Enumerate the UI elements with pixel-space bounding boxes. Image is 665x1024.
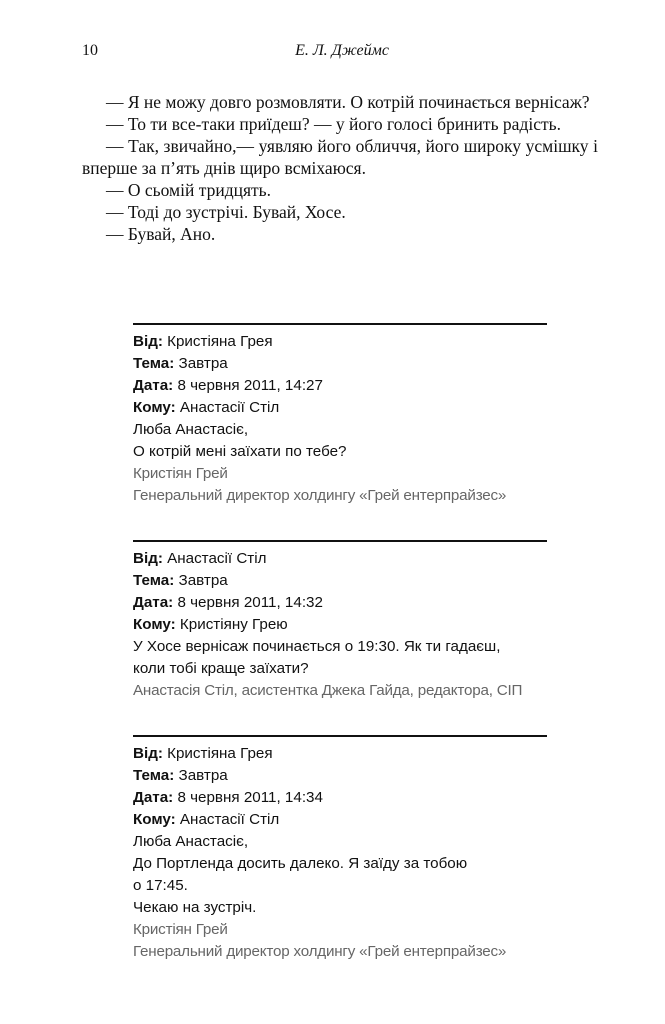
email-subject-label: Тема: — [133, 355, 175, 372]
email-date-row — [133, 375, 547, 397]
email-date-label: Дата: — [133, 377, 174, 394]
email-date-row — [133, 787, 547, 809]
email-divider — [133, 323, 547, 325]
email-signature-line: Кристіян Грей — [133, 465, 228, 482]
email-subject: Завтра — [178, 572, 228, 589]
page-header — [82, 42, 602, 66]
dialogue-line: — То ти все-таки приїдеш? — у його голосі бринить радість. — [106, 114, 561, 134]
email-block — [133, 323, 547, 507]
email-subject-label: Тема: — [133, 767, 175, 784]
email-date-label: Дата: — [133, 594, 174, 611]
email-from-row — [133, 743, 547, 765]
email-to-label: Кому: — [133, 399, 176, 416]
email-body-line: До Портленда досить далеко. Я заїду за тобою — [133, 855, 468, 872]
email-subject-row — [133, 570, 547, 592]
page-number: 10 — [82, 42, 98, 59]
email-to-row — [133, 809, 547, 831]
email-subject-row — [133, 353, 547, 375]
email-date: 8 червня 2011, 14:32 — [177, 594, 323, 611]
email-divider — [133, 540, 547, 542]
email-to-label: Кому: — [133, 811, 176, 828]
email-block — [133, 735, 547, 963]
email-date: 8 червня 2011, 14:27 — [177, 377, 323, 394]
email-from: Анастасії Стіл — [167, 550, 267, 567]
email-signature-line: Анастасія Стіл, асистентка Джека Гайда, редактора, СІП — [133, 682, 523, 699]
email-block — [133, 540, 547, 702]
email-signature-line: Кристіян Грей — [133, 921, 228, 938]
email-body-line: У Хосе вернісаж починається о 19:30. Як ти гадаєш, — [133, 638, 501, 655]
email-from-label: Від: — [133, 745, 163, 762]
dialogue-line: — О сьомій тридцять. — [106, 180, 272, 200]
email-to: Анастасії Стіл — [179, 399, 280, 416]
email-subject: Завтра — [178, 355, 228, 372]
email-subject-label: Тема: — [133, 572, 175, 589]
dialogue-line: — Бувай, Ано. — [106, 224, 216, 244]
email-from-label: Від: — [133, 550, 163, 567]
email-body-line: Люба Анастасіє, — [133, 421, 249, 438]
dialogue-line: — Я не можу довго розмовляти. О котрій починається вернісаж? — [106, 92, 590, 112]
email-body-line: Чекаю на зустріч. — [133, 899, 257, 916]
email-body-line: О котрій мені заїхати по тебе? — [133, 443, 347, 460]
email-signature-line: Генеральний директор холдингу «Грей ентерпрайзес» — [133, 487, 507, 504]
email-from: Кристіяна Грея — [167, 333, 273, 350]
email-to-label: Кому: — [133, 616, 176, 633]
email-subject-row — [133, 765, 547, 787]
email-signature-line: Генеральний директор холдингу «Грей ентерпрайзес» — [133, 943, 507, 960]
email-to: Анастасії Стіл — [179, 811, 280, 828]
email-body-line: Люба Анастасіє, — [133, 833, 249, 850]
email-date-row — [133, 592, 547, 614]
email-subject: Завтра — [178, 767, 228, 784]
email-date-label: Дата: — [133, 789, 174, 806]
email-from-label: Від: — [133, 333, 163, 350]
email-from-row — [133, 331, 547, 353]
email-to-row — [133, 614, 547, 636]
email-body-line: о 17:45. — [133, 877, 188, 894]
dialogue-block — [82, 91, 598, 245]
email-to: Кристіяну Грею — [179, 616, 288, 633]
running-head: Е. Л. Джеймс — [295, 42, 389, 59]
email-to-row — [133, 397, 547, 419]
email-divider — [133, 735, 547, 737]
dialogue-line: — Так, звичайно,— уявляю його обличчя, його широку усмішку і вперше за п’ять днів щиро всміхаюся. — [82, 136, 598, 178]
dialogue-line: — Тоді до зустрічі. Бувай, Хосе. — [106, 202, 346, 222]
email-from: Кристіяна Грея — [167, 745, 273, 762]
email-body-line: коли тобі краще заїхати? — [133, 660, 309, 677]
email-date: 8 червня 2011, 14:34 — [177, 789, 323, 806]
email-from-row — [133, 548, 547, 570]
